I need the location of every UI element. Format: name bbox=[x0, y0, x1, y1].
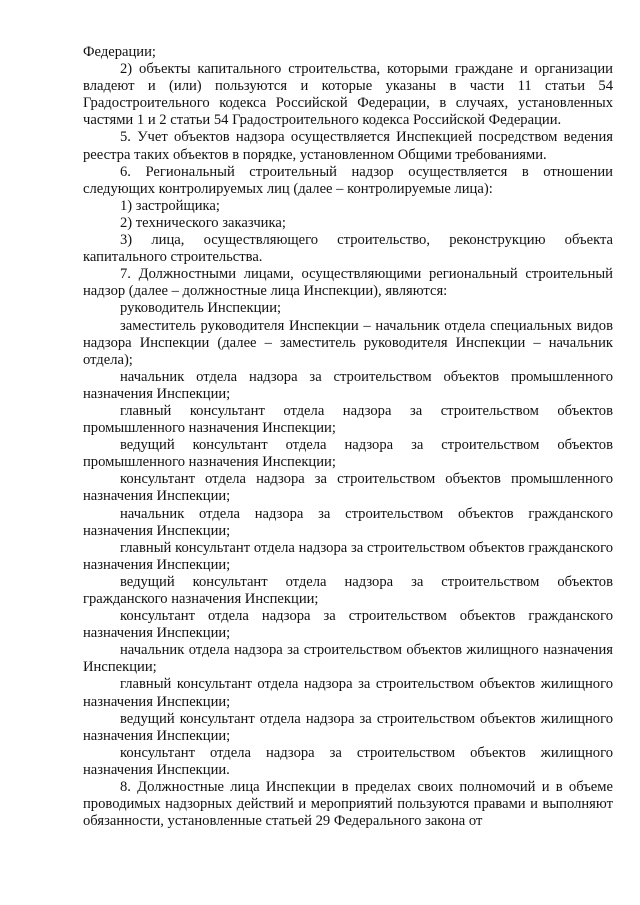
document-page bbox=[83, 44, 613, 830]
paragraph-14: начальник отдела надзора за строительством объектов гражданского назначения Инспекции; bbox=[83, 505, 613, 539]
paragraph-4: 1) застройщика; bbox=[120, 197, 220, 214]
paragraph-7: 7. Должностными лицами, осуществляющими региональный строительный надзор (далее – должностные лица Инспекции), являются: bbox=[83, 266, 613, 300]
paragraph-13: консультант отдела надзора за строительством объектов промышленного назначения Инспекции; bbox=[83, 471, 613, 505]
paragraph-8: руководитель Инспекции; bbox=[120, 300, 282, 317]
paragraph-2: 5. Учет объектов надзора осуществляется Инспекцией посредством ведения реестра таких объектов в порядке, установленном Общими требованиями. bbox=[83, 129, 613, 163]
paragraph-22: 8. Должностные лица Инспекции в пределах своих полномочий и в объеме проводимых надзорных действий и мероприятий пользуются правами и выполняют обязанности, установленные статьей 29 Федерального закона от bbox=[83, 779, 613, 830]
paragraph-17: консультант отдела надзора за строительством объектов гражданского назначения Инспекции; bbox=[83, 608, 613, 642]
paragraph-11: главный консультант отдела надзора за строительством объектов промышленного назначения Инспекции; bbox=[83, 402, 613, 437]
paragraph-16: ведущий консультант отдела надзора за строительством объектов гражданского назначения Инспекции; bbox=[83, 573, 613, 607]
paragraph-5: 2) технического заказчика; bbox=[120, 214, 286, 231]
paragraph-20: ведущий консультант отдела надзора за строительством объектов жилищного назначения Инспекции; bbox=[83, 710, 613, 744]
paragraph-12: ведущий консультант отдела надзора за строительством объектов промышленного назначения Инспекции; bbox=[83, 437, 613, 471]
paragraph-18: начальник отдела надзора за строительством объектов жилищного назначения Инспекции; bbox=[83, 642, 613, 676]
paragraph-15: главный консультант отдела надзора за строительством объектов гражданского назначения Инспекции; bbox=[83, 539, 613, 573]
paragraph-9: заместитель руководителя Инспекции – начальник отдела специальных видов надзора Инспекции (далее – заместитель руководителя Инспекции – начальник отдела); bbox=[83, 317, 613, 368]
paragraph-19: главный консультант отдела надзора за строительством объектов жилищного назначения Инспекции; bbox=[83, 676, 613, 710]
paragraph-10: начальник отдела надзора за строительством объектов промышленного назначения Инспекции; bbox=[83, 368, 613, 402]
paragraph-3: 6. Региональный строительный надзор осуществляется в отношении следующих контролируемых лиц (далее – контролируемые лица): bbox=[83, 163, 613, 197]
paragraph-6: 3) лица, осуществляющего строительство, реконструкцию объекта капитального строительства. bbox=[83, 232, 613, 266]
paragraph-0: Федерации; bbox=[83, 44, 156, 60]
paragraph-1: 2) объекты капитального строительства, которыми граждане и организации владеют и (или) пользуются и которые указаны в части 11 статьи 54 Градостроительного кодекса Российской Федерации, в случаях, установленных частями 1 и 2 статьи 54 Градостроительного кодекса Российской Федерации. bbox=[83, 61, 613, 129]
paragraph-21: консультант отдела надзора за строительством объектов жилищного назначения Инспекции. bbox=[83, 744, 613, 778]
